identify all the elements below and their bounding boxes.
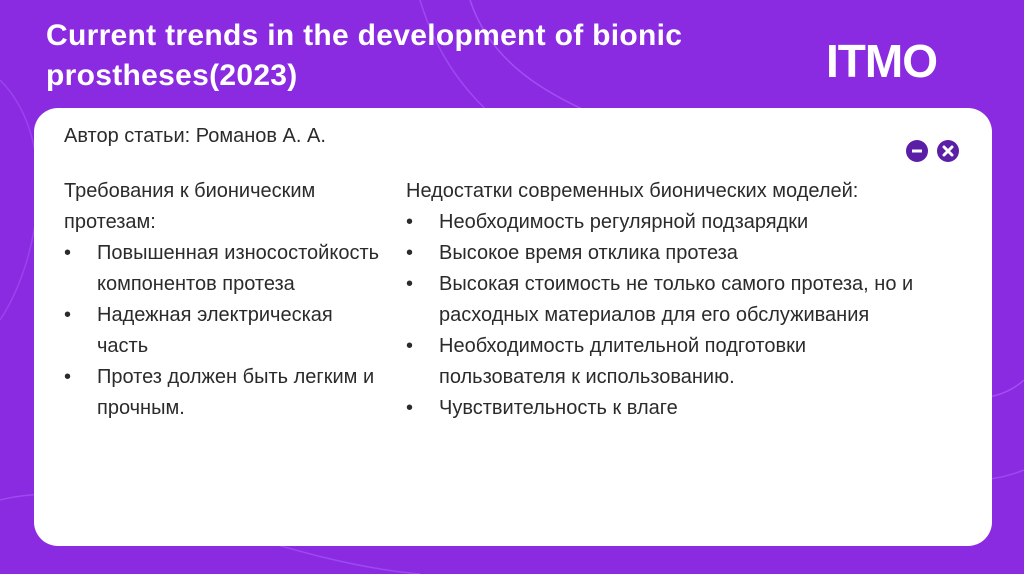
bullet-icon: •	[406, 335, 414, 357]
bullet-icon: •	[406, 242, 414, 264]
bullet-icon: •	[406, 397, 414, 419]
list-item	[406, 207, 926, 238]
list-item	[406, 393, 926, 424]
list-item-text: Чувствительность к влаге	[439, 397, 678, 419]
list-item	[64, 300, 384, 362]
content-card	[34, 108, 992, 546]
page-title: Current trends in the development of bionic prostheses(2023)	[46, 19, 683, 92]
itmo-logo: ITMO	[826, 35, 937, 87]
requirements-heading: Требования к бионическим протезам:	[64, 180, 316, 233]
minimize-icon	[906, 140, 928, 162]
list-item	[406, 238, 926, 269]
minimize-button[interactable]	[906, 140, 928, 162]
close-button[interactable]	[937, 140, 959, 162]
bullet-icon: •	[64, 304, 72, 326]
close-icon	[937, 140, 959, 162]
list-item-text: Протез должен быть легким и прочным.	[97, 366, 375, 419]
window-controls	[906, 140, 964, 164]
article-author: Автор статьи: Романов А. А.	[64, 125, 326, 147]
bullet-icon: •	[406, 211, 414, 233]
list-item	[64, 238, 384, 300]
list-item	[406, 269, 926, 331]
drawbacks-column	[406, 176, 926, 424]
drawbacks-list	[406, 207, 926, 424]
list-item-text: Надежная электрическая часть	[97, 304, 333, 357]
bullet-icon: •	[64, 242, 72, 264]
list-item-text: Высокая стоимость не только самого протеза, но и расходных материалов для его обслуживания	[439, 273, 914, 326]
bullet-icon: •	[64, 366, 72, 388]
list-item-text: Высокое время отклика протеза	[439, 242, 738, 264]
requirements-column	[64, 176, 384, 424]
list-item	[406, 331, 926, 393]
list-item-text: Необходимость регулярной подзарядки	[439, 211, 809, 233]
list-item	[64, 362, 384, 424]
requirements-list	[64, 238, 384, 424]
list-item-text: Необходимость длительной подготовки пользователя к использованию.	[439, 335, 807, 388]
bullet-icon: •	[406, 273, 414, 295]
list-item-text: Повышенная износостойкость компонентов протеза	[97, 242, 380, 295]
drawbacks-heading: Недостатки современных бионических моделей:	[406, 180, 859, 202]
